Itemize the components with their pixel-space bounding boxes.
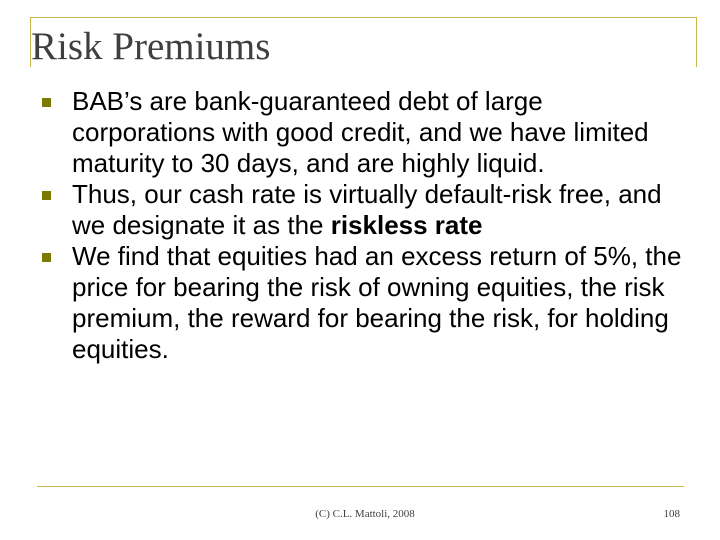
bullet-item [42,241,682,365]
page-number: 108 [663,508,680,520]
bullet-item [42,86,682,179]
bullet-text: BAB’s are bank-guaranteed debt of large corporations with good credit, and we have limited maturity to 30 days, and are highly liquid. [72,86,649,178]
riskless-rate-emphasis: riskless rate [330,210,483,240]
title-frame-top-line [30,17,697,18]
footer-divider-line [37,486,684,487]
bullet-list [42,86,682,365]
bullet-text [72,179,682,241]
footer-source: (C) C.L. Mattoli, 2008 [315,508,415,520]
square-bullet-icon [42,253,51,262]
square-bullet-icon [42,191,51,200]
bullet-text-plain: Thus, our cash rate is virtually default-risk free, and we designate it as the [72,179,662,240]
slide-title: Risk Premiums [31,25,271,68]
bullet-text: We find that equities had an excess return of 5%, the price for bearing the risk of owning equities, the risk premium, the reward for bearing the risk, for holding equities. [72,241,682,364]
square-bullet-icon [42,98,51,107]
title-frame-right-line [696,17,697,67]
bullet-item [42,179,682,241]
